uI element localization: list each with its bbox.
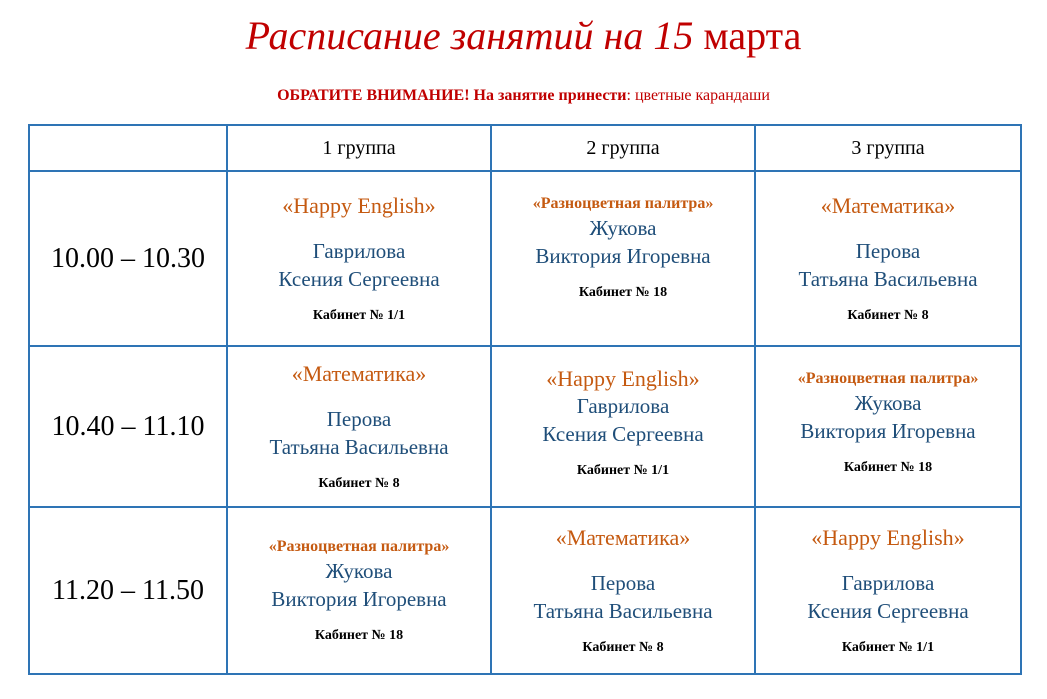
teacher-first-name: Ксения Сергеевна (807, 598, 969, 623)
table-row (29, 507, 1021, 674)
room-label: Кабинет № 8 (318, 475, 400, 491)
teacher-first-name: Виктория Игоревна (271, 586, 447, 611)
course-name: «Happy English» (811, 524, 965, 550)
page-title (0, 12, 1047, 60)
notice-rest: : цветные карандаши (626, 87, 770, 104)
course-name: «Разноцветная палитра» (797, 369, 979, 387)
teacher-last-name: Перова (855, 238, 921, 263)
teacher-first-name: Татьяна Васильевна (798, 266, 978, 291)
course-name: «Happy English» (546, 365, 700, 391)
teacher-first-name: Ксения Сергеевна (542, 421, 704, 446)
time-cell: 10.00 – 10.30 (29, 171, 227, 346)
teacher-last-name: Перова (590, 570, 656, 595)
table-row (29, 346, 1021, 507)
lesson-cell (227, 346, 491, 507)
course-name: «Математика» (291, 360, 427, 386)
header-cell-group-2: 2 группа (491, 125, 755, 171)
room-label: Кабинет № 18 (314, 627, 404, 643)
teacher-last-name: Гаврилова (576, 393, 670, 418)
lesson-cell (227, 171, 491, 346)
lesson-cell (227, 507, 491, 674)
header-cell-group-1: 1 группа (227, 125, 491, 171)
teacher-first-name: Татьяна Васильевна (269, 434, 449, 459)
time-cell: 11.20 – 11.50 (29, 507, 227, 674)
teacher-first-name: Ксения Сергеевна (278, 266, 440, 291)
notice (0, 86, 1047, 106)
lesson-cell (755, 346, 1021, 507)
lesson-cell (491, 346, 755, 507)
schedule-table (28, 124, 1022, 675)
room-label: Кабинет № 8 (582, 639, 664, 655)
teacher-last-name: Гаврилова (312, 238, 406, 263)
lesson-cell (755, 507, 1021, 674)
room-label: Кабинет № 1/1 (576, 462, 670, 478)
teacher-last-name: Гаврилова (841, 570, 935, 595)
course-name: «Разноцветная палитра» (532, 194, 714, 212)
header-row (29, 125, 1021, 171)
room-label: Кабинет № 18 (578, 284, 668, 300)
header-cell-group-3: 3 группа (755, 125, 1021, 171)
teacher-first-name: Виктория Игоревна (800, 418, 976, 443)
page-title-prefix: Расписание занятий на 15 (245, 13, 694, 58)
table-row (29, 171, 1021, 346)
lesson-cell (491, 171, 755, 346)
teacher-last-name: Перова (326, 406, 392, 431)
course-name: «Математика» (820, 192, 956, 218)
course-name: «Разноцветная палитра» (268, 537, 450, 555)
course-name: «Happy English» (282, 192, 436, 218)
lesson-cell (491, 507, 755, 674)
course-name: «Математика» (555, 524, 691, 550)
room-label: Кабинет № 8 (847, 307, 929, 323)
notice-bold: ОБРАТИТЕ ВНИМАНИЕ! На занятие принести (277, 87, 627, 104)
teacher-first-name: Татьяна Васильевна (533, 598, 713, 623)
header-cell-empty (29, 125, 227, 171)
teacher-first-name: Виктория Игоревна (535, 243, 711, 268)
room-label: Кабинет № 18 (843, 459, 933, 475)
page-title-month: марта (703, 13, 802, 58)
lesson-cell (755, 171, 1021, 346)
time-cell: 10.40 – 11.10 (29, 346, 227, 507)
room-label: Кабинет № 1/1 (841, 639, 935, 655)
teacher-last-name: Жукова (589, 215, 657, 240)
room-label: Кабинет № 1/1 (312, 307, 406, 323)
teacher-last-name: Жукова (854, 390, 922, 415)
teacher-last-name: Жукова (325, 558, 393, 583)
